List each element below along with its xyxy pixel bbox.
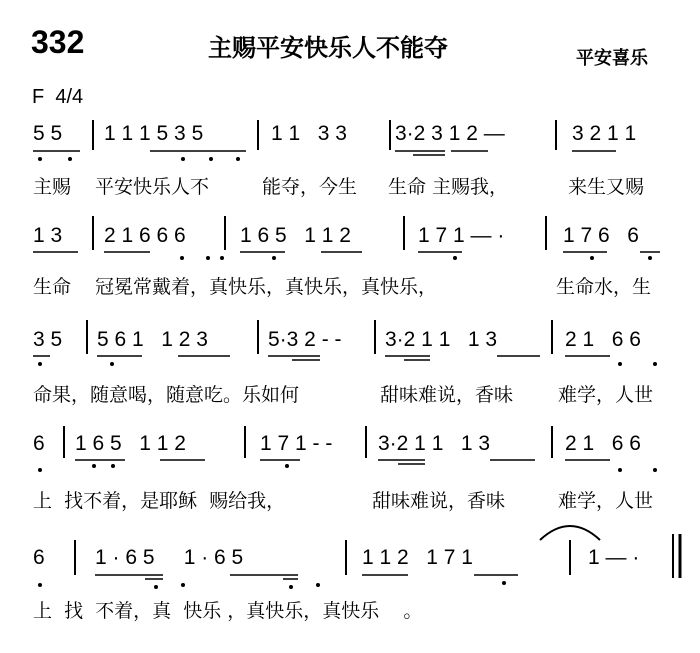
hymn-title: 主赐平安快乐人不能夺 <box>208 34 448 62</box>
note-group: 6 <box>33 546 45 569</box>
note-group: 3·2 3 1 2 — <box>395 122 505 145</box>
lyric-line: 上 找 不着，真 快乐 ，真快乐，真快乐 。 <box>33 600 423 622</box>
note-group: 1 6 5 1 1 2 <box>75 432 186 455</box>
hymn-subtitle: 平安喜乐 <box>576 48 648 69</box>
lyric-line: 主赐 <box>33 176 72 198</box>
lyric-line: 上 找不着，是耶稣 赐给我， <box>33 490 286 512</box>
hymn-number: 332 <box>31 24 85 60</box>
tie-arc <box>540 526 600 540</box>
note-group: 3 2 1 1 <box>572 122 637 145</box>
lyric-line: 平安快乐人不 <box>95 176 210 198</box>
lyric-line: 难学，人世 <box>558 490 654 512</box>
note-group: 1 1 1 5 3 5 <box>104 122 204 145</box>
lyric-line: 甜味难说，香味 <box>372 490 506 512</box>
lyric-line: 生命 <box>33 276 72 298</box>
lyric-line: 命果，随意喝，随意吃。乐如何 <box>33 384 300 406</box>
note-group: 2 1 6 6 6 <box>104 224 186 247</box>
note-group: 3 5 <box>33 328 63 351</box>
note-group: 1 6 5 1 1 2 <box>240 224 351 247</box>
lyric-line: 来生又赐 <box>568 176 645 198</box>
note-group: 6 <box>33 432 45 455</box>
note-group: 2 1 6 6 <box>565 432 641 455</box>
note-group: 5 5 <box>33 122 63 145</box>
note-group: 5·3 2 - - <box>268 328 342 351</box>
note-group: 1 7 6 6 <box>563 224 639 247</box>
note-group: 1 · 6 5 1 · 6 5 <box>95 546 244 569</box>
key-signature: F 4/4 <box>32 86 84 108</box>
lyric-line: 生命水，生 <box>556 276 652 298</box>
note-group: 1 3 <box>33 224 63 247</box>
note-group: 5 6 1 1 2 3 <box>97 328 208 351</box>
lyric-line: 难学，人世 <box>558 384 654 406</box>
lyric-line: 甜味难说，香味 <box>380 384 514 406</box>
lyric-line: 冠冕常戴着，真快乐，真快乐，真快乐， <box>95 276 438 298</box>
note-group: 1 — · <box>588 546 640 569</box>
note-group: 1 7 1 — · <box>418 224 505 247</box>
note-group: 1 1 2 1 7 1 <box>362 546 473 569</box>
note-group: 2 1 6 6 <box>565 328 641 351</box>
note-group: 1 1 3 3 <box>271 122 347 145</box>
note-group: 1 7 1 - - <box>260 432 333 455</box>
note-group: 3·2 1 1 1 3 <box>378 432 491 455</box>
lyric-line: 生命 主赐我， <box>388 176 509 198</box>
note-group: 3·2 1 1 1 3 <box>385 328 498 351</box>
lyric-line: 能夺，今生 <box>262 176 358 198</box>
